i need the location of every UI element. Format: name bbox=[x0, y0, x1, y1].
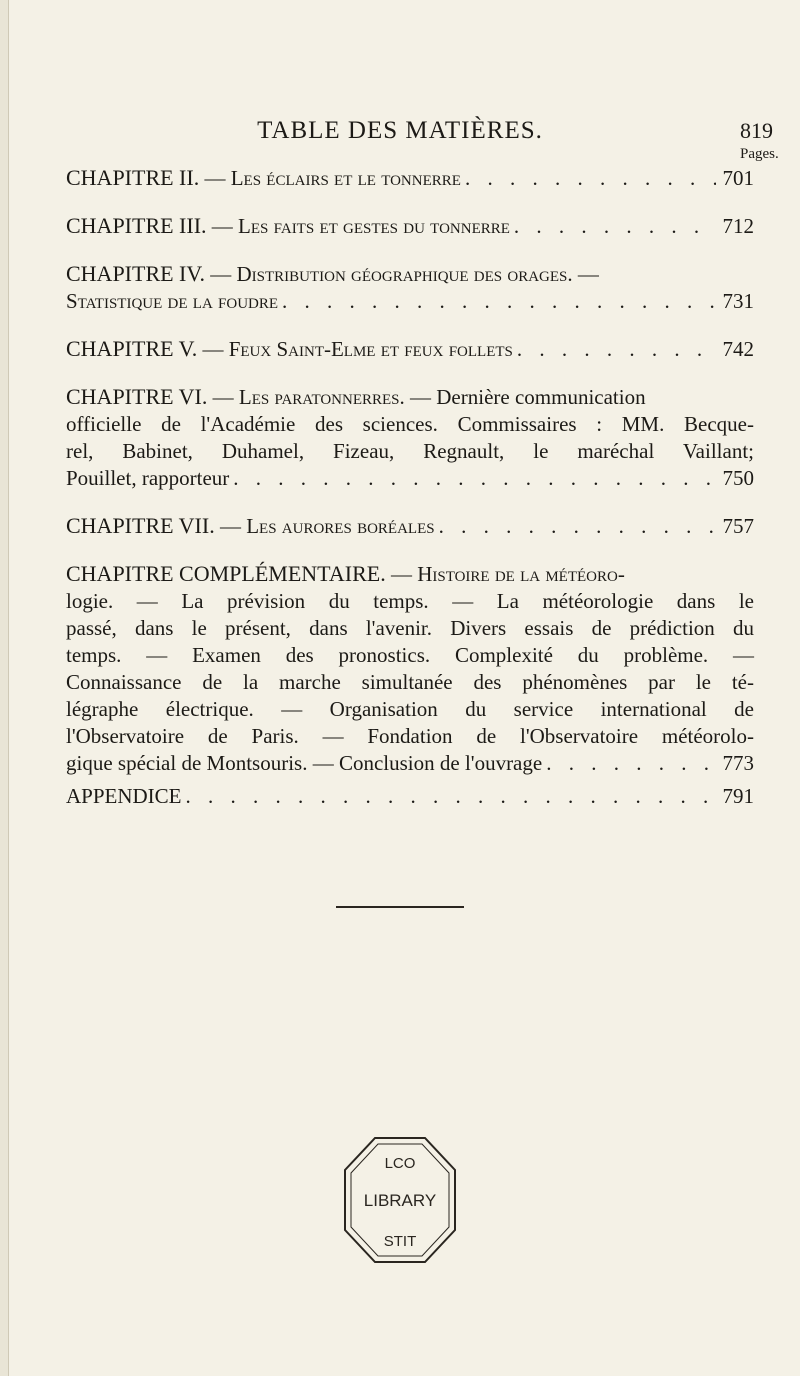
chapter-title: — Histoire de la météoro- bbox=[390, 562, 625, 586]
chapter-title: — Les éclairs et le tonnerre bbox=[204, 166, 461, 190]
chapter-label: CHAPITRE II. bbox=[66, 165, 200, 190]
stamp-center-text: LIBRARY bbox=[363, 1191, 437, 1210]
chapter-title: — Les aurores boréales bbox=[219, 514, 435, 538]
dot-leader bbox=[439, 513, 716, 540]
chapter-description-line: logie. — La prévision du temps. — La météorologie dans le bbox=[66, 589, 754, 613]
page-ref: 750 bbox=[722, 466, 754, 490]
dot-leader bbox=[546, 750, 716, 777]
dot-leader bbox=[465, 165, 716, 192]
table-of-contents bbox=[66, 164, 754, 830]
toc-entry-chapitre-6 bbox=[66, 383, 754, 492]
chapter-description-line: rel, Babinet, Duhamel, Fizeau, Regnault, le maréchal Vaillant; bbox=[66, 439, 754, 463]
dot-leader bbox=[186, 783, 716, 810]
toc-entry-chapitre-5 bbox=[66, 335, 754, 363]
chapter-description-line: officielle de l'Académie des sciences. Commissaires : MM. Becque- bbox=[66, 412, 754, 436]
chapter-label: CHAPITRE COMPLÉMENTAIRE. bbox=[66, 561, 386, 586]
chapter-title: — Feux Saint-Elme et feux follets bbox=[202, 337, 513, 361]
stamp-bottom-text: STIT bbox=[383, 1233, 417, 1250]
end-rule bbox=[336, 906, 464, 908]
dot-leader bbox=[282, 288, 716, 315]
running-title: TABLE DES MATIÈRES. bbox=[257, 117, 543, 144]
chapter-description-line: légraphe électrique. — Organisation du service international de bbox=[66, 697, 754, 721]
chapter-label: CHAPITRE VII. bbox=[66, 513, 215, 538]
chapter-description-line: l'Observatoire de Paris. — Fondation de l'Observatoire météorolo- bbox=[66, 724, 754, 748]
toc-entry-chapitre-4 bbox=[66, 260, 754, 315]
chapter-subtitle: — Dernière communication bbox=[410, 385, 646, 409]
chapter-description-line: passé, dans le présent, dans l'avenir. Divers essais de prédiction du bbox=[66, 616, 754, 640]
dot-leader bbox=[233, 465, 716, 492]
page-ref: 712 bbox=[722, 214, 754, 238]
page-ref: 701 bbox=[722, 166, 754, 190]
chapter-label: CHAPITRE V. bbox=[66, 336, 198, 361]
chapter-label: CHAPITRE IV. bbox=[66, 261, 205, 286]
toc-entry-chapitre-2 bbox=[66, 164, 754, 192]
chapter-title: — Les paratonnerres. bbox=[212, 385, 405, 409]
dot-leader bbox=[517, 336, 716, 363]
chapter-label: CHAPITRE VI. bbox=[66, 384, 208, 409]
toc-entry-chapitre-7 bbox=[66, 512, 754, 540]
dot-leader bbox=[514, 213, 716, 240]
chapter-label: CHAPITRE III. bbox=[66, 213, 207, 238]
toc-entry-appendice bbox=[66, 783, 754, 810]
chapter-label: APPENDICE bbox=[66, 784, 182, 808]
toc-entry-chapitre-complementaire bbox=[66, 560, 754, 777]
chapter-description-line: Pouillet, rapporteur bbox=[66, 466, 230, 490]
page-edge bbox=[0, 0, 9, 1376]
chapter-description-line: temps. — Examen des pronostics. Complexité du problème. — bbox=[66, 643, 754, 667]
toc-entry-chapitre-3 bbox=[66, 212, 754, 240]
page-number: 819 bbox=[740, 118, 773, 143]
library-stamp bbox=[340, 1130, 460, 1270]
page-ref: 791 bbox=[722, 784, 754, 808]
stamp-top-text: LCO bbox=[384, 1155, 416, 1172]
chapter-description-line: gique spécial de Montsouris. — Conclusion de l'ouvrage bbox=[66, 751, 543, 775]
chapter-description-line: Connaissance de la marche simultanée des phénomènes par le té- bbox=[66, 670, 754, 694]
chapter-title-continued: Statistique de la foudre bbox=[66, 289, 279, 313]
chapter-title: — Les faits et gestes du tonnerre bbox=[211, 214, 510, 238]
page-ref: 731 bbox=[722, 289, 754, 313]
page-ref: 742 bbox=[722, 337, 754, 361]
pages-column-label: Pages. bbox=[740, 146, 779, 162]
page-ref: 773 bbox=[722, 751, 754, 775]
chapter-title: — Distribution géographique des orages. — bbox=[210, 262, 599, 286]
page-ref: 757 bbox=[722, 514, 754, 538]
